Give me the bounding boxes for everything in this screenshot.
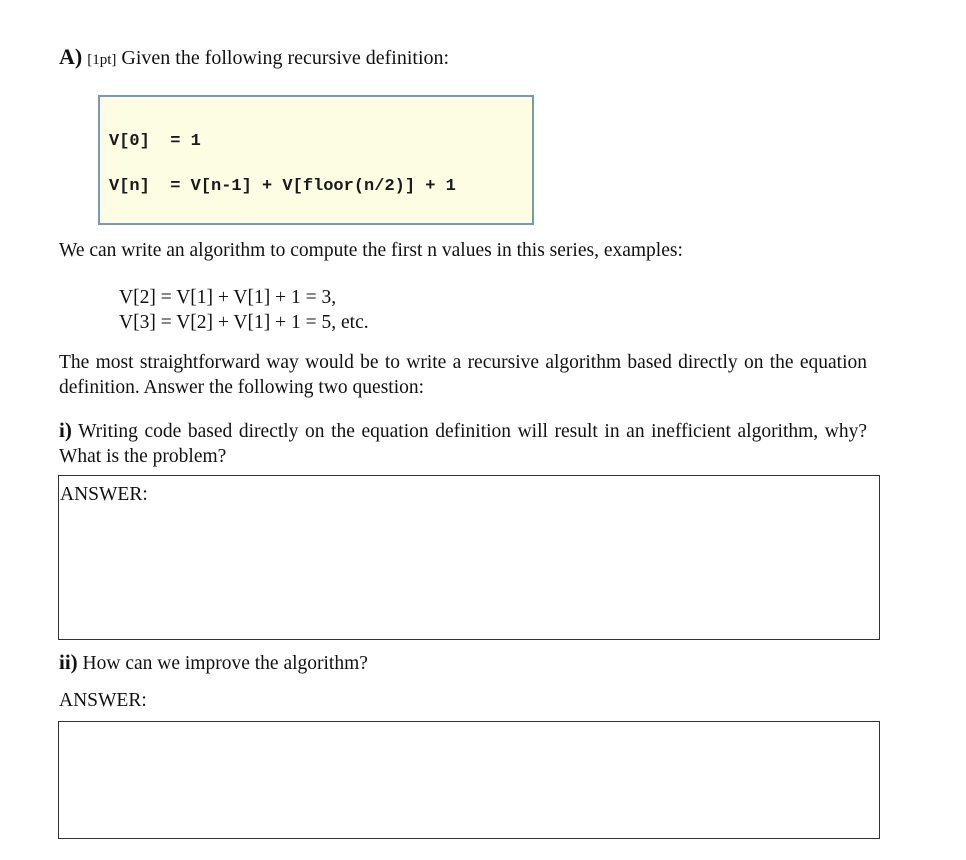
code-line-base-case: V[0] = 1 [109,132,201,151]
intro-paragraph: We can write an algorithm to compute the first n values in this series, examples: [59,240,683,261]
question-2-label: ii) [59,650,78,674]
question-1-label: i) [59,418,72,442]
points-label: [1pt] [87,52,117,68]
heading-text: Given the following recursive definition: [121,47,450,69]
code-line-recurrence: V[n] = V[n-1] + V[floor(n/2)] + 1 [109,177,456,196]
example-line: V[2] = V[1] + V[1] + 1 = 3, [119,287,337,308]
question-1-text: Writing code based directly on the equation definition will result in an inefficient algorithm, why? What is the problem? [59,421,868,467]
question-2-text: How can we improve the algorithm? [82,653,368,674]
answer-1-label: ANSWER: [60,484,148,505]
example-line: V[3] = V[2] + V[1] + 1 = 5, etc. [119,312,369,333]
answer-1-box[interactable] [58,475,880,640]
section-heading [59,44,449,70]
definition-code-box [98,95,534,225]
part-label: A) [59,44,83,69]
question-2 [59,650,368,676]
answer-2-box[interactable] [58,721,880,839]
straightforward-paragraph: The most straightforward way would be to write a recursive algorithm based directly on the equation definition. Answer the following two question: [59,352,867,398]
question-1 [59,418,867,469]
answer-2-label: ANSWER: [59,690,147,711]
